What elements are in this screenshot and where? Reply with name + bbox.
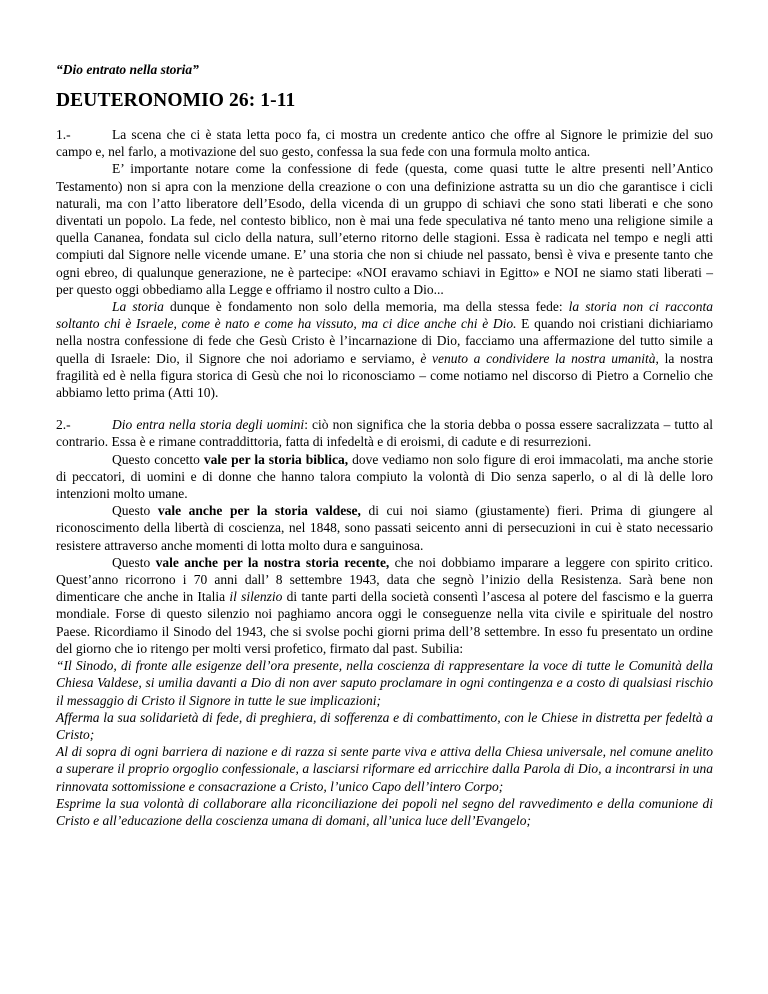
document-header: “Dio entrato nella storia”	[56, 62, 199, 77]
quote-paragraph: Al di sopra di ogni barriera di nazione e di razza si sente parte viva e attiva della Chiesa universale, nel comune anelito a superare il proprio orgoglio confessionale, a lasciarsi riformare ed arricchire dalla Parola di Dio, a incontrarsi in una rinnovata sottomissione e consacrazione a Cristo, l’unico Capo dell’intero Corpo;	[56, 744, 713, 794]
section-number: 1.-	[56, 127, 71, 142]
section-2-paragraph-1: 2.- Dio entra nella storia degli uomini: ciò non significa che la storia debba o possa essere sacralizzata – tutto al contrario. Essa è e rimane contraddittoria, fatta di infedeltà e di eroismi, di cadute e di resurrezioni.	[56, 417, 713, 450]
synod-quote	[56, 657, 713, 829]
section-2-paragraph-2: Questo concetto vale per la storia biblica, dove vediamo non solo figure di eroi immacolati, ma anche storie di peccatori, di uomini e di donne che hanno talora compiuto la volontà di Dio senza saperlo, o al di là delle loro intenzioni molto umane.	[56, 451, 713, 502]
quote-paragraph: Afferma la sua solidarietà di fede, di preghiera, di sofferenza e di combattimento, con le Chiese in distretta per fedeltà a Cristo;	[56, 709, 713, 742]
section-2-paragraph-3: Questo vale anche per la storia valdese, di cui noi siamo (giustamente) fieri. Prima di giungere al riconoscimento della libertà di coscienza, nel 1848, sono passati seicento anni di persecuzioni in cui è stato necessario resistere attraverso anche momenti di lotta molto dura e sanguinosa.	[56, 503, 714, 553]
quote-paragraph: Esprime la sua volontà di collaborare alla riconciliazione dei popoli nel segno del ravvedimento e della comunione di Cristo e all’educazione della coscienza umana di domani, all’unica luce dell’Evangelo;	[56, 795, 713, 828]
section-1-paragraph-3: La storia dunque è fondamento non solo della memoria, ma della stessa fede: la storia non ci racconta soltanto chi è Israele, come è nato e come ha vissuto, ma ci dice anche chi è Dio. E quando noi cristiani dichiariamo nella nostra confessione di fede che Gesù Cristo è l’incarnazione di Dio, facciamo una affermazione del tutto simile a quella di Israele: Dio, il Signore che noi adoriamo e serviamo, è venuto a condividere la nostra umanità, la nostra fragilità ed è nella figura storica di Gesù che noi lo riconosciamo – come notiamo nel discorso di Pietro a Cornelio che abbiamo letto prima (Atti 10).	[56, 299, 714, 401]
document-title: DEUTERONOMIO 26: 1-11	[56, 90, 296, 111]
section-1-paragraph-1: 1.- La scena che ci è stata letta poco fa, ci mostra un credente antico che offre al Signore le primizie del suo campo e, nel farlo, a motivazione del suo gesto, confessa la sua fede con una formula molto antica.	[56, 127, 713, 160]
section-2-paragraph-4: Questo vale anche per la nostra storia recente, che noi dobbiamo imparare a leggere con spirito critico. Quest’anno ricorrono i 70 anni dall’ 8 settembre 1943, data che segnò l’inizio della Resistenza. Sarà bene non dimenticare che anche in Italia il silenzio di tante parti della società consentì l’ascesa al potere del fascismo e la guerra mondiale. Forse di questo silenzio noi paghiamo ancora oggi le conseguenze nella vita civile e spirituale del nostro Paese. Ricordiamo il Sinodo del 1943, che si svolse pochi giorni prima dell’8 settembre. In esso fu presentato un ordine del giorno che io ritengo per molti versi profetico, firmato dal past. Subilia:	[56, 554, 714, 656]
section-1-paragraph-2: E’ importante notare come la confessione di fede (questa, come quasi tutte le altre presenti nell’Antico Testamento) non si apra con la menzione della creazione o con una definizione astratta su un dio che garantisce i cicli naturali, ma con l’atto liberatore dell’Esodo, della vicenda di un gruppo di schiavi che sono stati liberati e che sono diventati un popolo. La fede, nel contesto biblico, non è mai una fede speculativa né tanto meno una religione simile a quella Cananea, fondata sul ciclo della natura, sull’eterno ritorno delle stagioni. Essa è radicata nel tempo e negli atti compiuti dal Signore nelle vicende umane. E’ una storia che non si chiude nel passato, bensì è viva e presente tanto che ogni ebreo, di qualunque generazione, ne è partecipe: «NOI eravamo schiavi in Egitto» e NOI ne siamo stati liberati – per questo oggi obbediamo alla Legge e offriamo il nostro culto a Dio...	[56, 161, 713, 297]
document-body	[56, 126, 713, 829]
quote-paragraph: “Il Sinodo, di fronte alle esigenze dell’ora presente, nella coscienza di rappresentare la voce di tutte le Comunità della Chiesa Valdese, si umilia davanti a Dio di non aver saputo proclamare in ogni contingenza e a costo di qualsiasi rischio il messaggio di Cristo il Signore in tutte le sue implicazioni;	[56, 658, 713, 708]
section-number: 2.-	[56, 417, 71, 433]
